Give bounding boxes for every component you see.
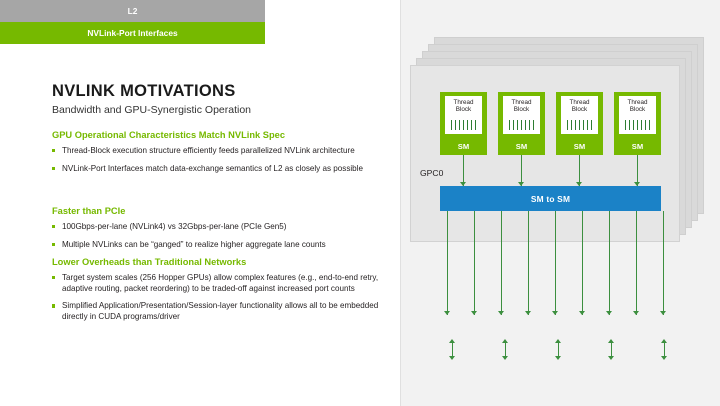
list-item: NVLink-Port Interfaces match data-exchange semantics of L2 as closely as possible [52,164,392,175]
sm-label: SM [573,142,586,151]
arrow-down-icon [555,356,561,360]
bullet-list-1 [52,146,392,181]
connector-line [558,343,559,357]
sm-block [440,92,487,155]
arrow-up-icon [555,339,561,343]
list-item: Thread-Block execution structure efficiently feeds parallelized NVLink architecture [52,146,392,157]
connector-line [663,211,664,315]
connector-line [636,211,637,315]
arrow-down-icon [633,311,639,315]
list-item: 100Gbps-per-lane (NVLink4) vs 32Gbps-per-lane (PCIe Gen5) [52,222,392,233]
connector-line [447,211,448,315]
thread-lines-icon [567,120,592,130]
sm-label: SM [631,142,644,151]
l2-bar: L2 [0,0,265,22]
connector-line [582,211,583,315]
arrow-down-icon [579,311,585,315]
arrow-down-icon [518,182,524,186]
connector-line [528,211,529,315]
connector-line [664,343,665,357]
thread-block-label: Thread Block [503,96,540,134]
arrow-down-icon [552,311,558,315]
section-heading-1: GPU Operational Characteristics Match NVLink Spec [52,130,286,140]
arrow-down-icon [471,311,477,315]
arrow-down-icon [634,182,640,186]
nvlink-port-interfaces-bar: NVLink-Port Interfaces [0,22,265,44]
arrow-down-icon [661,356,667,360]
connector-line [609,211,610,315]
list-item: Target system scales (256 Hopper GPUs) allow complex features (e.g., end-to-end retry, adaptive routing, packet reordering) to be traded-off against increased port counts [52,273,392,294]
arrow-down-icon [460,182,466,186]
arrow-down-icon [498,311,504,315]
sm-block [614,92,661,155]
sm-block [556,92,603,155]
panel-divider [400,0,401,406]
thread-block-label: Thread Block [619,96,656,134]
slide-title: NVLINK MOTIVATIONS [52,82,236,100]
connector-line [555,211,556,315]
arrow-up-icon [661,339,667,343]
slide-subtitle: Bandwidth and GPU-Synergistic Operation [52,104,252,116]
thread-block-label: Thread Block [445,96,482,134]
thread-lines-icon [451,120,476,130]
connector-line [452,343,453,357]
sm-label: SM [515,142,528,151]
arrow-down-icon [444,311,450,315]
connector-line [611,343,612,357]
connector-line [501,211,502,315]
arrow-down-icon [525,311,531,315]
sm-to-sm-bar: SM to SM [440,186,661,211]
arrow-down-icon [502,356,508,360]
arrow-up-icon [449,339,455,343]
connector-line [474,211,475,315]
connector-line [505,343,506,357]
gpc-label: GPC0 [420,168,444,178]
list-item: Multiple NVLinks can be “ganged” to realize higher aggregate lane counts [52,240,392,251]
arrow-down-icon [449,356,455,360]
arrow-down-icon [576,182,582,186]
thread-block-label: Thread Block [561,96,598,134]
bullet-list-2 [52,222,392,257]
section-heading-2: Faster than PCIe [52,206,126,216]
thread-lines-icon [509,120,534,130]
arrow-down-icon [606,311,612,315]
sm-label: SM [457,142,470,151]
sm-block [498,92,545,155]
list-item: Simplified Application/Presentation/Session-layer functionality allows all to be embedded directly in CUDA programs/driver [52,301,392,322]
bullet-list-3 [52,273,392,330]
section-heading-3: Lower Overheads than Traditional Networks [52,257,247,267]
arrow-up-icon [502,339,508,343]
arrow-down-icon [660,311,666,315]
arrow-up-icon [608,339,614,343]
arrow-down-icon [608,356,614,360]
thread-lines-icon [625,120,650,130]
